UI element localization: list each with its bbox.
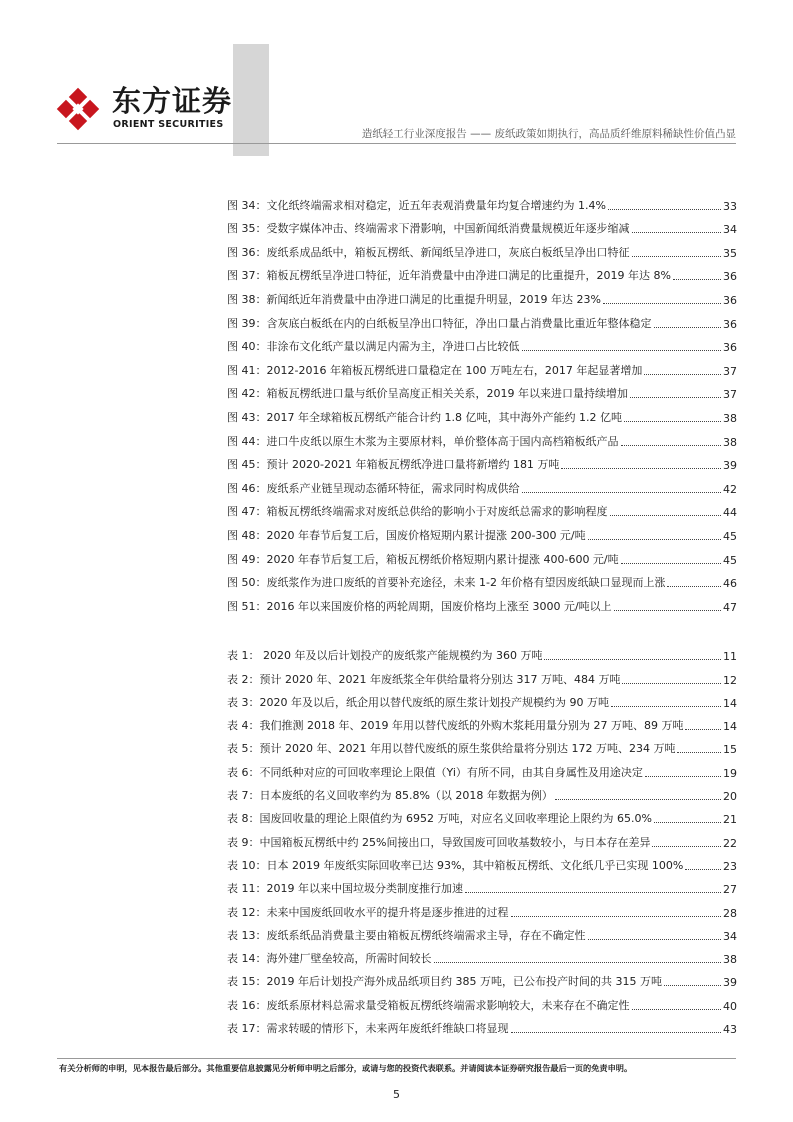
toc-entry-text: 表 11：2019 年以来中国垃圾分类制度推行加速 (227, 882, 463, 896)
toc-page-number: 38 (723, 411, 737, 425)
toc-leader-dots (645, 776, 721, 777)
toc-entry-text: 表 1： 2020 年及以后计划投产的废纸浆产能规模约为 360 万吨 (227, 649, 543, 663)
toc-leader-dots (434, 962, 722, 963)
disclaimer-note: 有关分析师的申明，见本报告最后部分。其他重要信息披露见分析师申明之后部分，或请与您的投资代表联系。并请阅读本证券研究报告最后一页的免责申明。 (59, 1063, 633, 1073)
page-number: 5 (393, 1088, 400, 1101)
table-index-entry[interactable] (227, 780, 737, 803)
toc-leader-dots (611, 706, 721, 707)
toc-leader-dots (654, 822, 721, 823)
toc-entry-text: 表 5：预计 2020 年、2021 年用以替代废纸的原生浆供给量将分别达 172 万吨、234 万吨 (227, 742, 676, 756)
toc-leader-dots (603, 303, 721, 304)
toc-leader-dots (588, 539, 721, 540)
figure-index-entry[interactable] (227, 260, 737, 284)
toc-entry-text: 表 9：中国箱板瓦楞纸中约 25%间接出口，导致国废可回收基数较小，与日本存在差异 (227, 835, 651, 849)
toc-entry-text: 表 17：需求转暖的情形下，未来两年废纸纤维缺口将显现 (227, 1022, 509, 1036)
toc-page-number: 28 (723, 906, 737, 920)
toc-page-number: 37 (723, 388, 737, 402)
toc-page-number: 34 (723, 929, 737, 943)
table-index-entry[interactable] (227, 663, 737, 686)
toc-leader-dots (621, 563, 721, 564)
table-index-entry[interactable] (227, 733, 737, 756)
toc-leader-dots (621, 445, 722, 446)
toc-entry-text: 图 46：废纸系产业链呈现动态循环特征，需求同时构成供给 (227, 481, 520, 495)
toc-page-number: 20 (723, 790, 737, 804)
toc-leader-dots (685, 869, 721, 870)
toc-leader-dots (608, 209, 721, 210)
toc-page-number: 14 (723, 720, 737, 734)
toc-leader-dots (544, 659, 721, 660)
figure-index-entry[interactable] (227, 189, 737, 213)
figure-index-entry[interactable] (227, 331, 737, 355)
figure-index-entry[interactable] (227, 425, 737, 449)
toc-entry-text: 表 12：未来中国废纸回收水平的提升将是逐步推进的过程 (227, 905, 509, 919)
toc-entry-text: 图 48：2020 年春节后复工后，国废价格短期内累计提涨 200-300 元/吨 (227, 528, 586, 542)
figure-index-entry[interactable] (227, 496, 737, 520)
toc-page-number: 40 (723, 999, 737, 1013)
toc-leader-dots (632, 1009, 722, 1010)
toc-entry-text: 图 38：新闻纸近年消费量中由净进口满足的比重提升明显，2019 年达 23% (227, 292, 601, 306)
toc-leader-dots (522, 350, 722, 351)
toc-leader-dots (644, 374, 721, 375)
figure-index-entry[interactable] (227, 378, 737, 402)
toc-page-number: 37 (723, 364, 737, 378)
table-index-entry[interactable] (227, 850, 737, 873)
orient-diamond-icon (55, 86, 101, 132)
table-index-entry[interactable] (227, 803, 737, 826)
toc-page-number: 34 (723, 223, 737, 237)
toc-entry-text: 表 7：日本废纸的名义回收率约为 85.8%（以 2018 年数据为例） (227, 789, 553, 803)
table-index-entry[interactable] (227, 687, 737, 710)
toc-page-number: 36 (723, 341, 737, 355)
toc-entry-text: 图 36：废纸系成品纸中，箱板瓦楞纸、新闻纸呈净进口，灰底白板纸呈净出口特征 (227, 245, 630, 259)
toc-entry-text: 表 6：不同纸种对应的可回收率理论上限值（Yi）有所不同，由其自身属性及用途决定 (227, 765, 643, 779)
toc-page-number: 15 (723, 743, 737, 757)
table-index-entry[interactable] (227, 873, 737, 896)
toc-entry-text: 表 10：日本 2019 年废纸实际回收率已达 93%，其中箱板瓦楞纸、文化纸几乎已实现 100% (227, 858, 684, 872)
toc-entry-text: 表 13：废纸系纸品消费量主要由箱板瓦楞纸终端需求主导，存在不确定性 (227, 928, 586, 942)
toc-page-number: 33 (723, 199, 737, 213)
toc-leader-dots (511, 1032, 722, 1033)
toc-page-number: 39 (723, 459, 737, 473)
toc-leader-dots (652, 846, 721, 847)
toc-leader-dots (632, 232, 722, 233)
toc-leader-dots (664, 985, 721, 986)
toc-entry-text: 图 41：2012-2016 年箱板瓦楞纸进口量稳定在 100 万吨左右，2017 年起显著增加 (227, 363, 643, 377)
toc-page-number: 23 (723, 859, 737, 873)
header-divider (57, 143, 736, 144)
figure-index-entry[interactable] (227, 472, 737, 496)
toc-entry-text: 图 50：废纸浆作为进口废纸的首要补充途径，未来 1-2 年价格有望因废纸缺口显现而上涨 (227, 576, 666, 590)
toc-page-number: 36 (723, 317, 737, 331)
toc-page-number: 44 (723, 506, 737, 520)
table-index-entry[interactable] (227, 640, 737, 663)
toc-leader-dots (622, 683, 721, 684)
logo-english-name: ORIENT SECURITIES (113, 119, 224, 130)
figure-index-entry[interactable] (227, 307, 737, 331)
toc-entry-text: 图 44：进口牛皮纸以原生木浆为主要原材料，单价整体高于国内高档箱板纸产品 (227, 434, 619, 448)
toc-leader-dots (667, 586, 721, 587)
toc-entry-text: 图 49：2020 年春节后复工后，箱板瓦楞纸价格短期内累计提涨 400-600 元/吨 (227, 552, 619, 566)
table-index-entry[interactable] (227, 1013, 737, 1036)
toc-leader-dots (610, 515, 722, 516)
toc-leader-dots (561, 468, 721, 469)
table-index-entry[interactable] (227, 989, 737, 1012)
toc-page-number: 43 (723, 1023, 737, 1037)
toc-leader-dots (588, 939, 722, 940)
toc-page-number: 38 (723, 435, 737, 449)
toc-page-number: 46 (723, 577, 737, 591)
logo-chinese-name: 东方证券 (112, 84, 233, 118)
toc-page-number: 22 (723, 836, 737, 850)
figure-index-entry[interactable] (227, 213, 737, 237)
toc-page-number: 19 (723, 766, 737, 780)
figure-index-entry[interactable] (227, 236, 737, 260)
toc-page-number: 39 (723, 976, 737, 990)
toc-page-number: 47 (723, 600, 737, 614)
toc-entry-text: 图 45：预计 2020-2021 年箱板瓦楞纸净进口量将新增约 181 万吨 (227, 458, 560, 472)
table-index-entry[interactable] (227, 920, 737, 943)
table-index-entry[interactable] (227, 966, 737, 989)
toc-page-number: 21 (723, 813, 737, 827)
toc-leader-dots (614, 610, 721, 611)
toc-page-number: 27 (723, 883, 737, 897)
toc-entry-text: 图 51：2016 年以来国废价格的两轮周期，国废价格均上涨至 3000 元/吨以上 (227, 599, 612, 613)
toc-entry-text: 图 43：2017 年全球箱板瓦楞纸产能合计约 1.8 亿吨，其中海外产能约 1.2 亿吨 (227, 410, 622, 424)
report-title: 造纸轻工行业深度报告 —— 废纸政策如期执行，高品质纤维原料稀缺性价值凸显 (361, 128, 736, 140)
figure-index-entry[interactable] (227, 354, 737, 378)
toc-leader-dots (673, 279, 721, 280)
toc-page-number: 42 (723, 482, 737, 496)
toc-leader-dots (632, 256, 722, 257)
toc-entry-text: 表 15：2019 年后计划投产海外成品纸项目约 385 万吨，已公布投产时间的共 315 万吨 (227, 975, 662, 989)
toc-page-number: 38 (723, 953, 737, 967)
toc-entry-text: 表 2：预计 2020 年、2021 年废纸浆全年供给量将分别达 317 万吨、484 万吨 (227, 672, 621, 686)
toc-leader-dots (685, 729, 721, 730)
toc-leader-dots (677, 752, 721, 753)
toc-page-number: 45 (723, 553, 737, 567)
toc-entry-text: 表 16：废纸系原材料总需求量受箱板瓦楞纸终端需求影响较大，未来存在不确定性 (227, 998, 630, 1012)
toc-page-number: 36 (723, 270, 737, 284)
toc-page-number: 11 (723, 650, 737, 664)
toc-leader-dots (654, 327, 722, 328)
toc-leader-dots (555, 799, 721, 800)
toc-leader-dots (624, 421, 721, 422)
figure-index-entry[interactable] (227, 449, 737, 473)
toc-entry-text: 表 4：我们推测 2018 年、2019 年用以替代废纸的外购木浆耗用量分别为 27 万吨、89 万吨 (227, 719, 684, 733)
toc-leader-dots (522, 492, 722, 493)
toc-page-number: 12 (723, 673, 737, 687)
table-index-entry[interactable] (227, 710, 737, 733)
toc-entry-text: 图 39：含灰底白板纸在内的白纸板呈净出口特征，净出口量占消费量比重近年整体稳定 (227, 316, 652, 330)
figure-index-entry[interactable] (227, 543, 737, 567)
figure-index-entry[interactable] (227, 567, 737, 591)
toc-entry-text: 图 47：箱板瓦楞纸终端需求对废纸总供给的影响小于对废纸总需求的影响程度 (227, 505, 608, 519)
figure-index-entry[interactable] (227, 519, 737, 543)
toc-entry-text: 表 3：2020 年及以后，纸企用以替代废纸的原生浆计划投产规模约为 90 万吨 (227, 695, 609, 709)
toc-page-number: 14 (723, 696, 737, 710)
figure-index (227, 189, 737, 614)
table-index-entry[interactable] (227, 896, 737, 919)
toc-entry-text: 图 34：文化纸终端需求相对稳定，近五年表观消费量年均复合增速约为 1.4% (227, 198, 606, 212)
toc-entry-text: 表 8：国废回收量的理论上限值约为 6952 万吨，对应名义回收率理论上限约为 65.0% (227, 812, 652, 826)
figure-index-entry[interactable] (227, 590, 737, 614)
figure-index-entry[interactable] (227, 283, 737, 307)
toc-entry-text: 图 40：非涂布文化纸产量以满足内需为主，净进口占比较低 (227, 340, 520, 354)
table-index-entry[interactable] (227, 756, 737, 779)
toc-entry-text: 表 14：海外建厂壁垒较高，所需时间较长 (227, 952, 432, 966)
toc-leader-dots (465, 892, 721, 893)
table-index (227, 640, 737, 1036)
toc-leader-dots (511, 916, 722, 917)
toc-leader-dots (630, 397, 721, 398)
footer-divider (57, 1058, 736, 1059)
table-index-entry[interactable] (227, 943, 737, 966)
toc-entry-text: 图 37：箱板瓦楞纸呈净进口特征，近年消费量中由净进口满足的比重提升，2019 年达 8% (227, 269, 671, 283)
toc-page-number: 36 (723, 293, 737, 307)
toc-entry-text: 图 35：受数字媒体冲击、终端需求下滑影响，中国新闻纸消费量规模近年逐步缩减 (227, 222, 630, 236)
toc-page-number: 45 (723, 529, 737, 543)
company-logo (55, 84, 265, 140)
toc-page-number: 35 (723, 246, 737, 260)
toc-entry-text: 图 42：箱板瓦楞纸进口量与纸价呈高度正相关关系，2019 年以来进口量持续增加 (227, 387, 628, 401)
table-index-entry[interactable] (227, 826, 737, 849)
figure-index-entry[interactable] (227, 401, 737, 425)
